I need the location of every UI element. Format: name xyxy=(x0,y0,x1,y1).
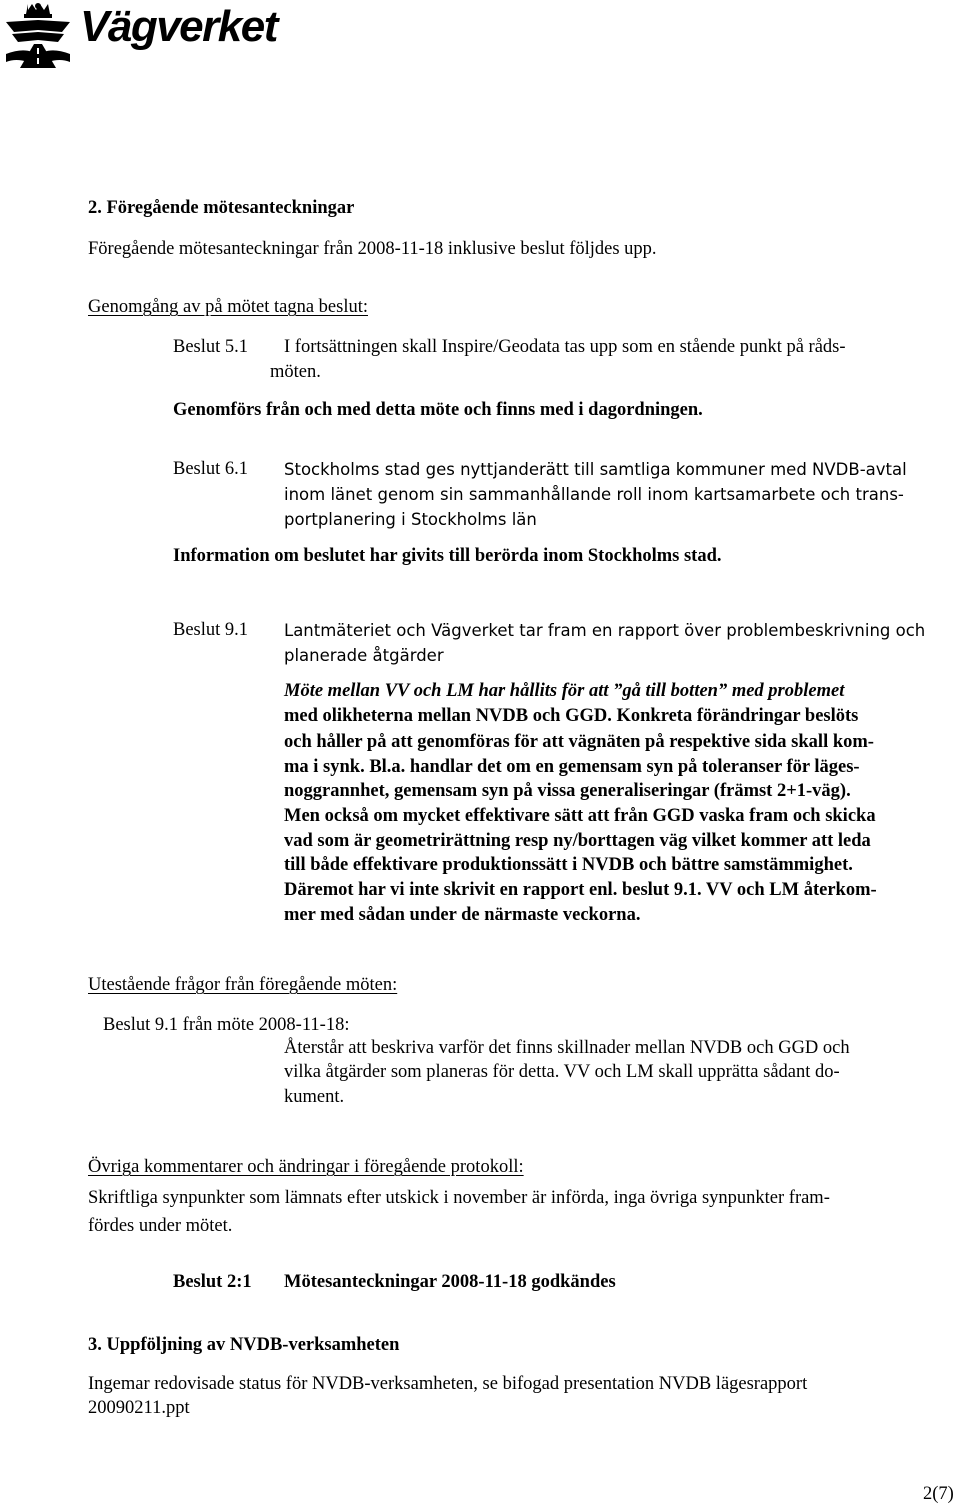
beslut-2-1-text: Mötesanteckningar 2008-11-18 godkändes xyxy=(284,1272,616,1292)
beslut-9-1-note-line: Men också om mycket effektivare sätt att från GGD vaska fram och skicka xyxy=(284,806,876,826)
beslut-9-1-line2: planerade åtgärder xyxy=(284,646,444,665)
beslut-5-1-text-line2: möten. xyxy=(270,362,321,382)
beslut-9-1-note-line: och håller på att genomföras för att vägnäten på respektive sida skall kom- xyxy=(284,732,874,752)
section-2-heading: 2. Föregående mötesanteckningar xyxy=(88,198,355,218)
beslut-6-1-label: Beslut 6.1 xyxy=(173,459,249,479)
beslut-9-1-note-line: noggrannhet, gemensam syn på vissa generaliseringar (främst 2+1-väg). xyxy=(284,781,851,801)
beslut-9-1-note-line: med olikheterna mellan NVDB och GGD. Konkreta förändringar beslöts xyxy=(284,706,859,726)
page-number: 2(7) xyxy=(923,1484,954,1504)
beslut-9-1-note-line: ma i synk. Bl.a. handlar det om en gemensam syn på toleranser för läges- xyxy=(284,757,860,777)
beslut-5-1-text-line1: I fortsättningen skall Inspire/Geodata tas upp som en stående punkt på råds- xyxy=(284,337,846,357)
beslut-9-1-note-line: Möte mellan VV och LM har hållits för att ”gå till botten” med problemet xyxy=(284,681,845,701)
other-comments-line2: fördes under mötet. xyxy=(88,1216,233,1236)
intro-text: Föregående mötesanteckningar från 2008-11-18 inklusive beslut följdes upp. xyxy=(88,239,657,259)
beslut-9-1-note-line: mer med sådan under de närmaste veckorna. xyxy=(284,905,641,925)
beslut-9-1-note-line: vad som är geometrirättning resp ny/borttagen väg vilket kommer att leda xyxy=(284,831,871,851)
beslut-6-1-line2: inom länet genom sin sammanhållande roll inom kartsamarbete och trans- xyxy=(284,485,904,504)
outstanding-item-line: kument. xyxy=(284,1087,345,1107)
beslut-5-1-label: Beslut 5.1 xyxy=(173,337,249,357)
beslut-9-1-note-line: Däremot har vi inte skrivit en rapport enl. beslut 9.1. VV och LM återkom- xyxy=(284,880,877,900)
beslut-2-1-label: Beslut 2:1 xyxy=(173,1272,252,1292)
other-comments-line1: Skriftliga synpunkter som lämnats efter utskick i november är införda, inga övriga synpunkter fram- xyxy=(88,1188,830,1208)
section-3-heading: 3. Uppföljning av NVDB-verksamheten xyxy=(88,1335,400,1355)
beslut-9-1-note-line: till både effektivare produktionssätt i NVDB och bättre samstämmighet. xyxy=(284,855,853,875)
beslut-6-1-note: Information om beslutet har givits till berörda inom Stockholms stad. xyxy=(173,546,722,566)
section-3-line1: Ingemar redovisade status för NVDB-verksamheten, se bifogad presentation NVDB lägesrapport xyxy=(88,1374,808,1394)
crown-emblem-icon xyxy=(2,2,74,70)
outstanding-item-line: Återstår att beskriva varför det finns skillnader mellan NVDB och GGD och xyxy=(284,1038,850,1058)
outstanding-heading: Utestående frågor från föregående möten: xyxy=(88,975,398,995)
outstanding-item-label: Beslut 9.1 från möte 2008-11-18: xyxy=(103,1015,350,1035)
section-3-line2: 20090211.ppt xyxy=(88,1398,190,1418)
review-label: Genomgång av på mötet tagna beslut: xyxy=(88,297,368,317)
outstanding-item-line: vilka åtgärder som planeras för detta. VV och LM skall upprätta sådant do- xyxy=(284,1062,840,1082)
beslut-6-1-line3: portplanering i Stockholms län xyxy=(284,510,537,529)
beslut-6-1-line1: Stockholms stad ges nyttjanderätt till samtliga kommuner med NVDB-avtal xyxy=(284,460,907,479)
other-comments-heading: Övriga kommentarer och ändringar i föregående protokoll: xyxy=(88,1157,524,1177)
beslut-5-1-note: Genomförs från och med detta möte och finns med i dagordningen. xyxy=(173,400,703,420)
beslut-9-1-line1: Lantmäteriet och Vägverket tar fram en rapport över problembeskrivning och xyxy=(284,621,926,640)
logo-wordmark: Vägverket xyxy=(80,2,277,51)
vagverket-logo xyxy=(0,0,300,70)
beslut-9-1-label: Beslut 9.1 xyxy=(173,620,249,640)
